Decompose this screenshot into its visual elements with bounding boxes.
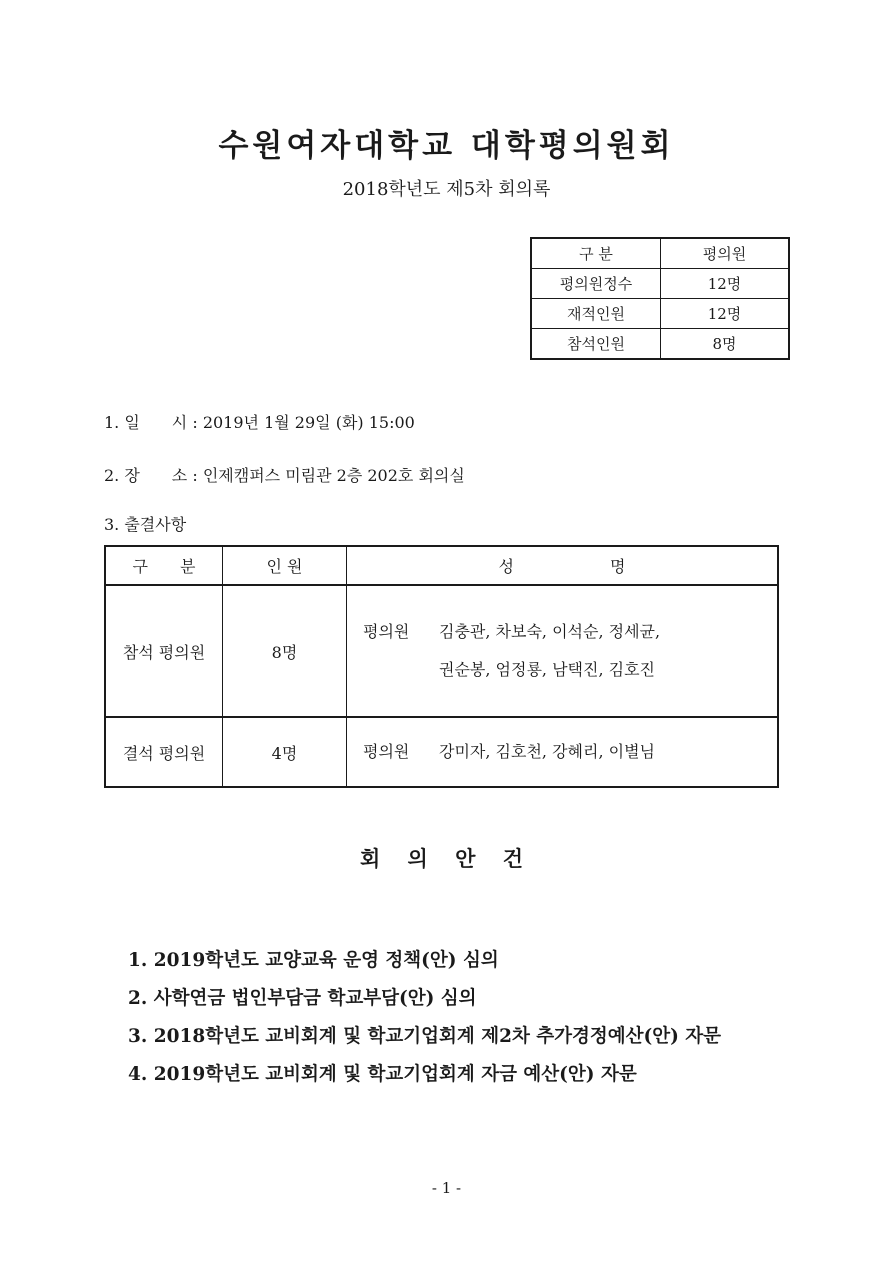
summary-row (531, 269, 789, 299)
document-subtitle: 2018학년도 제5차 회의록 (342, 179, 551, 200)
meeting-location: 2. 장 소 : 인제캠퍼스 미림관 2층 202호 회의실 (104, 466, 465, 485)
summary-label: 참석인원 (531, 329, 661, 360)
meeting-datetime: 1. 일 시 : 2019년 1월 29일 (화) 15:00 (104, 413, 415, 432)
attendance-table (104, 545, 779, 788)
summary-table (530, 237, 790, 360)
header-count: 인 원 (223, 546, 347, 585)
summary-value: 12명 (661, 299, 790, 329)
absent-names-cell (347, 717, 779, 787)
page-number: - 1 - (431, 1179, 462, 1197)
summary-label: 평의원정수 (531, 269, 661, 299)
summary-row (531, 299, 789, 329)
absent-names-line: 강미자, 김호천, 강혜리, 이별님 (439, 742, 655, 761)
absent-role: 평의원 (363, 742, 410, 761)
attendance-heading: 3. 출결사항 (104, 515, 187, 534)
agenda-item: 1. 2019학년도 교양교육 운영 정책(안) 심의 (128, 950, 499, 971)
document-title: 수원여자대학교 대학평의원회 (218, 128, 675, 164)
summary-value: 8명 (661, 329, 790, 360)
present-names-cell (347, 585, 779, 717)
agenda-item: 3. 2018학년도 교비회계 및 학교기업회계 제2차 추가경정예산(안) 자문 (128, 1026, 722, 1047)
present-row (105, 585, 778, 717)
present-count: 8명 (223, 585, 347, 717)
header-names: 성 명 (347, 546, 779, 585)
summary-header-row (531, 238, 789, 269)
absent-count: 4명 (223, 717, 347, 787)
absent-label: 결석 평의원 (105, 717, 223, 787)
summary-header-cell: 구 분 (531, 238, 661, 269)
present-role: 평의원 (363, 622, 410, 641)
summary-value: 12명 (661, 269, 790, 299)
absent-row (105, 717, 778, 787)
attendance-header-row (105, 546, 778, 585)
present-names-line: 김충관, 차보숙, 이석순, 정세균, (439, 622, 661, 641)
summary-row (531, 329, 789, 360)
present-names-line: 권순봉, 엄정룡, 남택진, 김호진 (439, 660, 655, 679)
present-label: 참석 평의원 (105, 585, 223, 717)
summary-header-cell: 평의원 (661, 238, 790, 269)
agenda-list (128, 942, 721, 1094)
agenda-item: 4. 2019학년도 교비회계 및 학교기업회계 자금 예산(안) 자문 (128, 1064, 637, 1085)
agenda-item: 2. 사학연금 법인부담금 학교부담(안) 심의 (128, 988, 477, 1009)
agenda-title: 회 의 안 건 (359, 846, 534, 871)
summary-label: 재적인원 (531, 299, 661, 329)
header-category: 구 분 (105, 546, 223, 585)
